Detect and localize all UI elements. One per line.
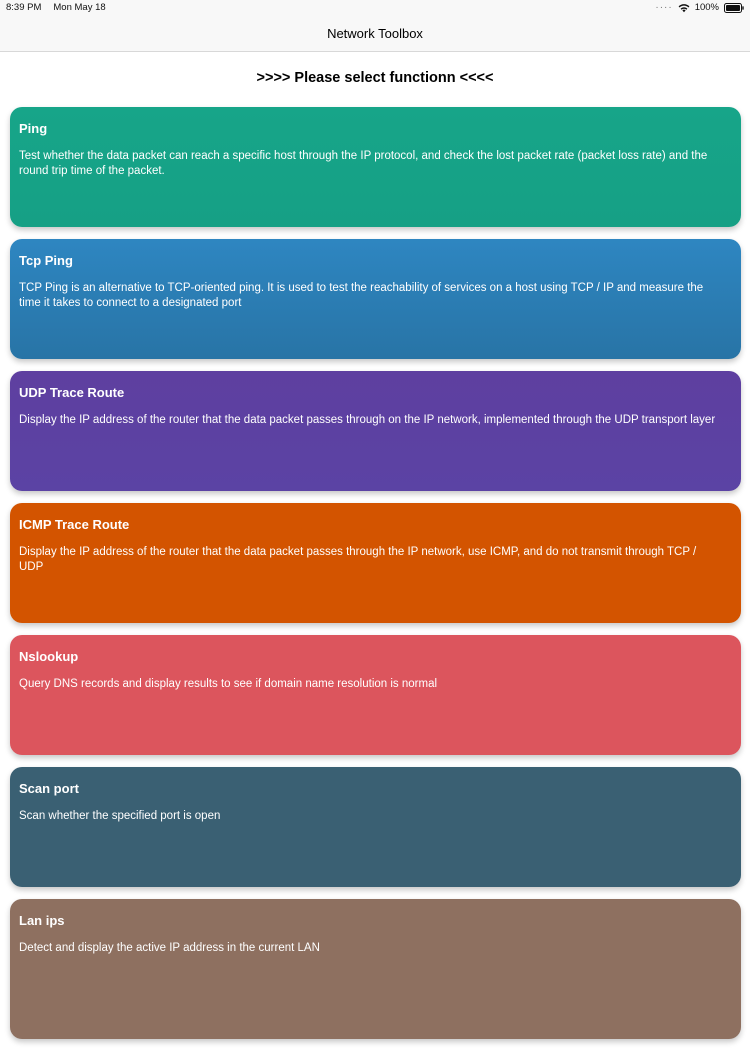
icmp-trace-route-card-title: ICMP Trace Route <box>19 517 130 532</box>
udp-trace-route-card[interactable] <box>10 371 741 491</box>
wifi-icon <box>678 3 690 13</box>
status-date: Mon May 18 <box>53 2 106 13</box>
icmp-trace-route-card[interactable] <box>10 503 741 623</box>
ping-card-description: Test whether the data packet can reach a specific host through the IP protocol, and check the lost packet rate (packet loss rate) and the round trip time of the packet. <box>19 150 708 177</box>
signal-dots-icon: ···· <box>655 1 673 13</box>
nslookup-card-title: Nslookup <box>19 649 79 664</box>
icmp-trace-route-card-description: Display the IP address of the router that the data packet passes through the IP network, use ICMP, and do not transmit through TCP / UDP <box>19 546 697 573</box>
status-left <box>6 2 106 13</box>
battery-icon <box>724 3 744 13</box>
tcp-ping-card-description: TCP Ping is an alternative to TCP-oriented ping. It is used to test the reachability of services on a host using TCP / IP and measure the time it takes to connect to a designated port <box>19 282 704 309</box>
ping-card-title: Ping <box>19 121 48 136</box>
scan-port-card[interactable] <box>10 767 741 887</box>
navigation-bar <box>0 16 750 52</box>
udp-trace-route-card-title: UDP Trace Route <box>19 385 125 400</box>
tcp-ping-card[interactable] <box>10 239 741 359</box>
battery-percent: 100% <box>694 2 719 13</box>
tcp-ping-card-title: Tcp Ping <box>19 253 73 268</box>
select-function-heading: >>>> Please select functionn <<<< <box>256 70 494 86</box>
function-list <box>10 107 741 1051</box>
nslookup-card-description: Query DNS records and display results to see if domain name resolution is normal <box>19 678 438 690</box>
status-right <box>655 2 744 13</box>
status-time: 8:39 PM <box>6 2 42 13</box>
lan-ips-card[interactable] <box>10 899 741 1039</box>
udp-trace-route-card-description: Display the IP address of the router that the data packet passes through on the IP network, implemented through the UDP transport layer <box>19 414 716 426</box>
lan-ips-card-title: Lan ips <box>19 913 65 928</box>
scan-port-card-description: Scan whether the specified port is open <box>19 810 221 822</box>
scan-port-card-title: Scan port <box>19 781 79 796</box>
ping-card[interactable] <box>10 107 741 227</box>
nslookup-card[interactable] <box>10 635 741 755</box>
status-bar <box>0 0 750 16</box>
nav-title: Network Toolbox <box>327 26 423 41</box>
lan-ips-card-description: Detect and display the active IP address in the current LAN <box>19 942 320 954</box>
